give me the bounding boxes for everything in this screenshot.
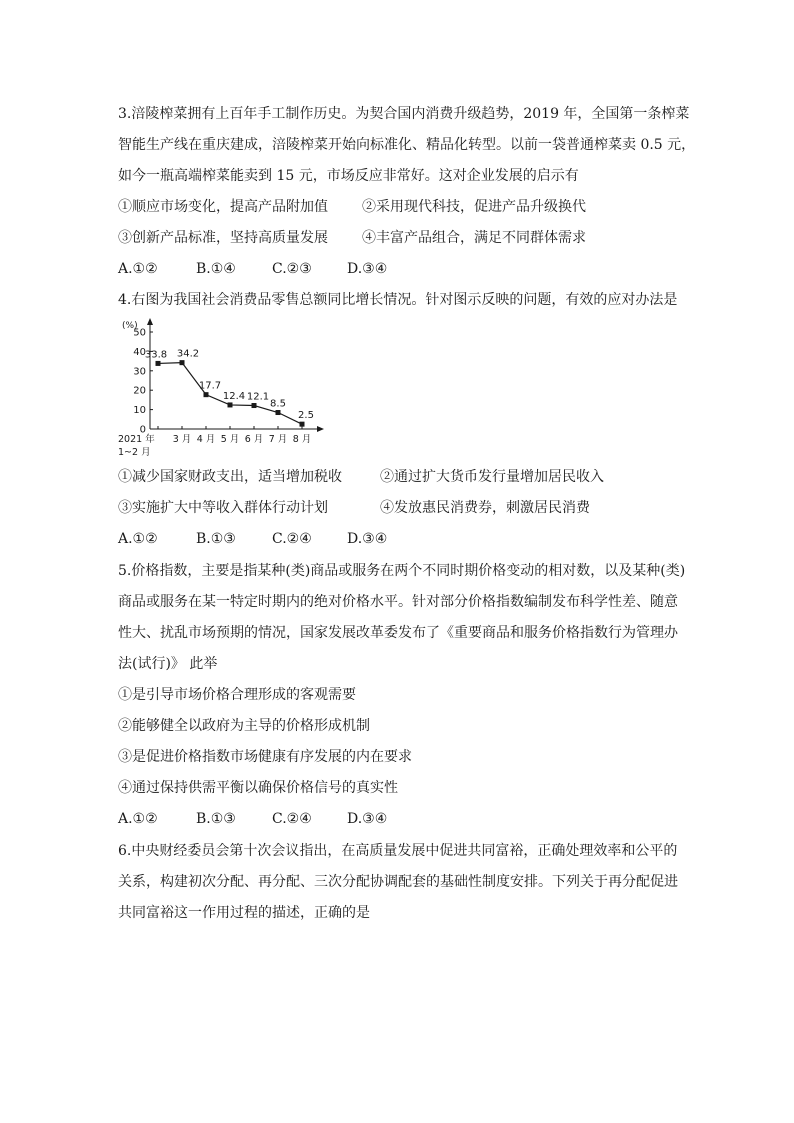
q4-item-2: ②通过扩大货币发行量增加居民收入 <box>380 469 604 485</box>
q4-choice-b[interactable]: B.①③ <box>196 531 236 547</box>
q5-choice-a[interactable]: A.①② <box>118 811 158 827</box>
q3-choice-d[interactable]: D.③④ <box>347 261 388 277</box>
data-label: 12.4 <box>222 390 246 402</box>
data-label: 33.8 <box>144 349 168 361</box>
q4-stem-line-1: 4.右图为我国社会消费品零售总额同比增长情况。针对图示反映的问题，有效的应对办法是 <box>118 292 678 308</box>
q6-stem-line-2: 关系，构建初次分配、再分配、三次分配协调配套的基础性制度安排。下列关于再分配促进 <box>118 874 678 890</box>
q4-item-1: ①减少国家财政支出，适当增加税收 <box>118 469 342 485</box>
data-label: 2.5 <box>298 410 314 422</box>
chart-root <box>118 318 324 458</box>
q5-item-2: ②能够健全以政府为主导的价格形成机制 <box>118 718 370 734</box>
data-point <box>180 360 185 365</box>
data-point <box>252 403 257 408</box>
q4-choice-a[interactable]: A.①② <box>118 531 158 547</box>
q3-choice-a[interactable]: A.①② <box>118 261 158 277</box>
q4-item-3: ③实施扩大中等收入群体行动计划 <box>118 500 328 516</box>
x-tick-label: 4 月 <box>196 434 216 445</box>
y-tick-label: 10 <box>133 405 146 417</box>
q5-stem-line-4: 法(试行)》 此举 <box>118 656 218 672</box>
q3-stem-line-2: 智能生产线在重庆建成，涪陵榨菜开始向标准化、精品化转型。以前一袋普通榨菜卖 0.5 元， <box>118 137 696 153</box>
q4-item-4: ④发放惠民消费券，刺激居民消费 <box>380 500 590 516</box>
q5-choice-d[interactable]: D.③④ <box>347 811 388 827</box>
retail-sales-growth-chart <box>116 312 336 462</box>
q6-stem-line-3: 共同富裕这一作用过程的描述，正确的是 <box>118 905 370 921</box>
q3-item-2: ②采用现代科技，促进产品升级换代 <box>362 199 586 215</box>
data-point <box>228 402 233 407</box>
q3-item-3: ③创新产品标准，坚持高质量发展 <box>118 230 328 246</box>
q3-item-1: ①顺应市场变化，提高产品附加值 <box>118 199 328 215</box>
q3-item-4: ④丰富产品组合，满足不同群体需求 <box>362 230 586 246</box>
q5-choice-c[interactable]: C.②④ <box>272 811 312 827</box>
data-label: 17.7 <box>198 380 222 392</box>
data-point <box>300 422 305 427</box>
y-tick-label: 20 <box>133 385 146 397</box>
q5-item-1: ①是引导市场价格合理形成的客观需要 <box>118 687 356 703</box>
q5-item-3: ③是促进价格指数市场健康有序发展的内在要求 <box>118 749 412 765</box>
y-tick-label: 50 <box>133 327 146 339</box>
q4-choice-c[interactable]: C.②④ <box>272 531 312 547</box>
q3-stem-line-1: 3.涪陵榨菜拥有上百年手工制作历史。为契合国内消费升级趋势，2019 年，全国第一条榨菜 <box>118 106 690 122</box>
data-label: 8.5 <box>270 398 286 410</box>
y-axis-arrow <box>147 318 153 325</box>
data-label: 34.2 <box>176 348 200 360</box>
q5-item-4: ④通过保持供需平衡以确保价格信号的真实性 <box>118 780 398 796</box>
data-point <box>276 410 281 415</box>
x-tick-label: 3 月 <box>172 434 192 445</box>
q5-stem-line-2: 商品或服务在某一特定时期内的绝对价格水平。针对部分价格指数编制发布科学性差、随意 <box>118 594 678 610</box>
y-tick-label: 30 <box>133 366 146 378</box>
q5-choice-b[interactable]: B.①③ <box>196 811 236 827</box>
x-tick-sublabel: 1~2 月 <box>118 447 151 458</box>
q3-stem-line-3: 如今一瓶高端榨菜能卖到 15 元，市场反应非常好。这对企业发展的启示有 <box>118 168 579 184</box>
x-tick-label: 7 月 <box>268 434 288 445</box>
y-tick-label: 0 <box>139 424 146 436</box>
y-axis-label: (%) <box>122 321 138 331</box>
q4-choice-d[interactable]: D.③④ <box>347 531 388 547</box>
y-tick-label: 40 <box>133 346 146 358</box>
q6-stem-line-1: 6.中央财经委员会第十次会议指出，在高质量发展中促进共同富裕，正确处理效率和公平的 <box>118 843 678 859</box>
x-tick-label: 8 月 <box>292 434 312 445</box>
data-point <box>204 392 209 397</box>
x-tick-label: 5 月 <box>220 434 240 445</box>
data-point <box>156 361 161 366</box>
q5-stem-line-3: 性大、扰乱市场预期的情况，国家发展改革委发布了《重要商品和服务价格指数行为管理办 <box>118 625 678 641</box>
q3-choice-b[interactable]: B.①④ <box>196 261 236 277</box>
q3-choice-c[interactable]: C.②③ <box>272 261 312 277</box>
q5-stem-line-1: 5.价格指数，主要是指某种(类)商品或服务在两个不同时期价格变动的相对数，以及某种(类) <box>118 563 686 579</box>
x-tick-label: 6 月 <box>244 434 264 445</box>
x-axis-arrow <box>317 426 324 432</box>
data-label: 12.1 <box>246 391 270 403</box>
x-tick-label: 2021 年 <box>118 434 155 445</box>
